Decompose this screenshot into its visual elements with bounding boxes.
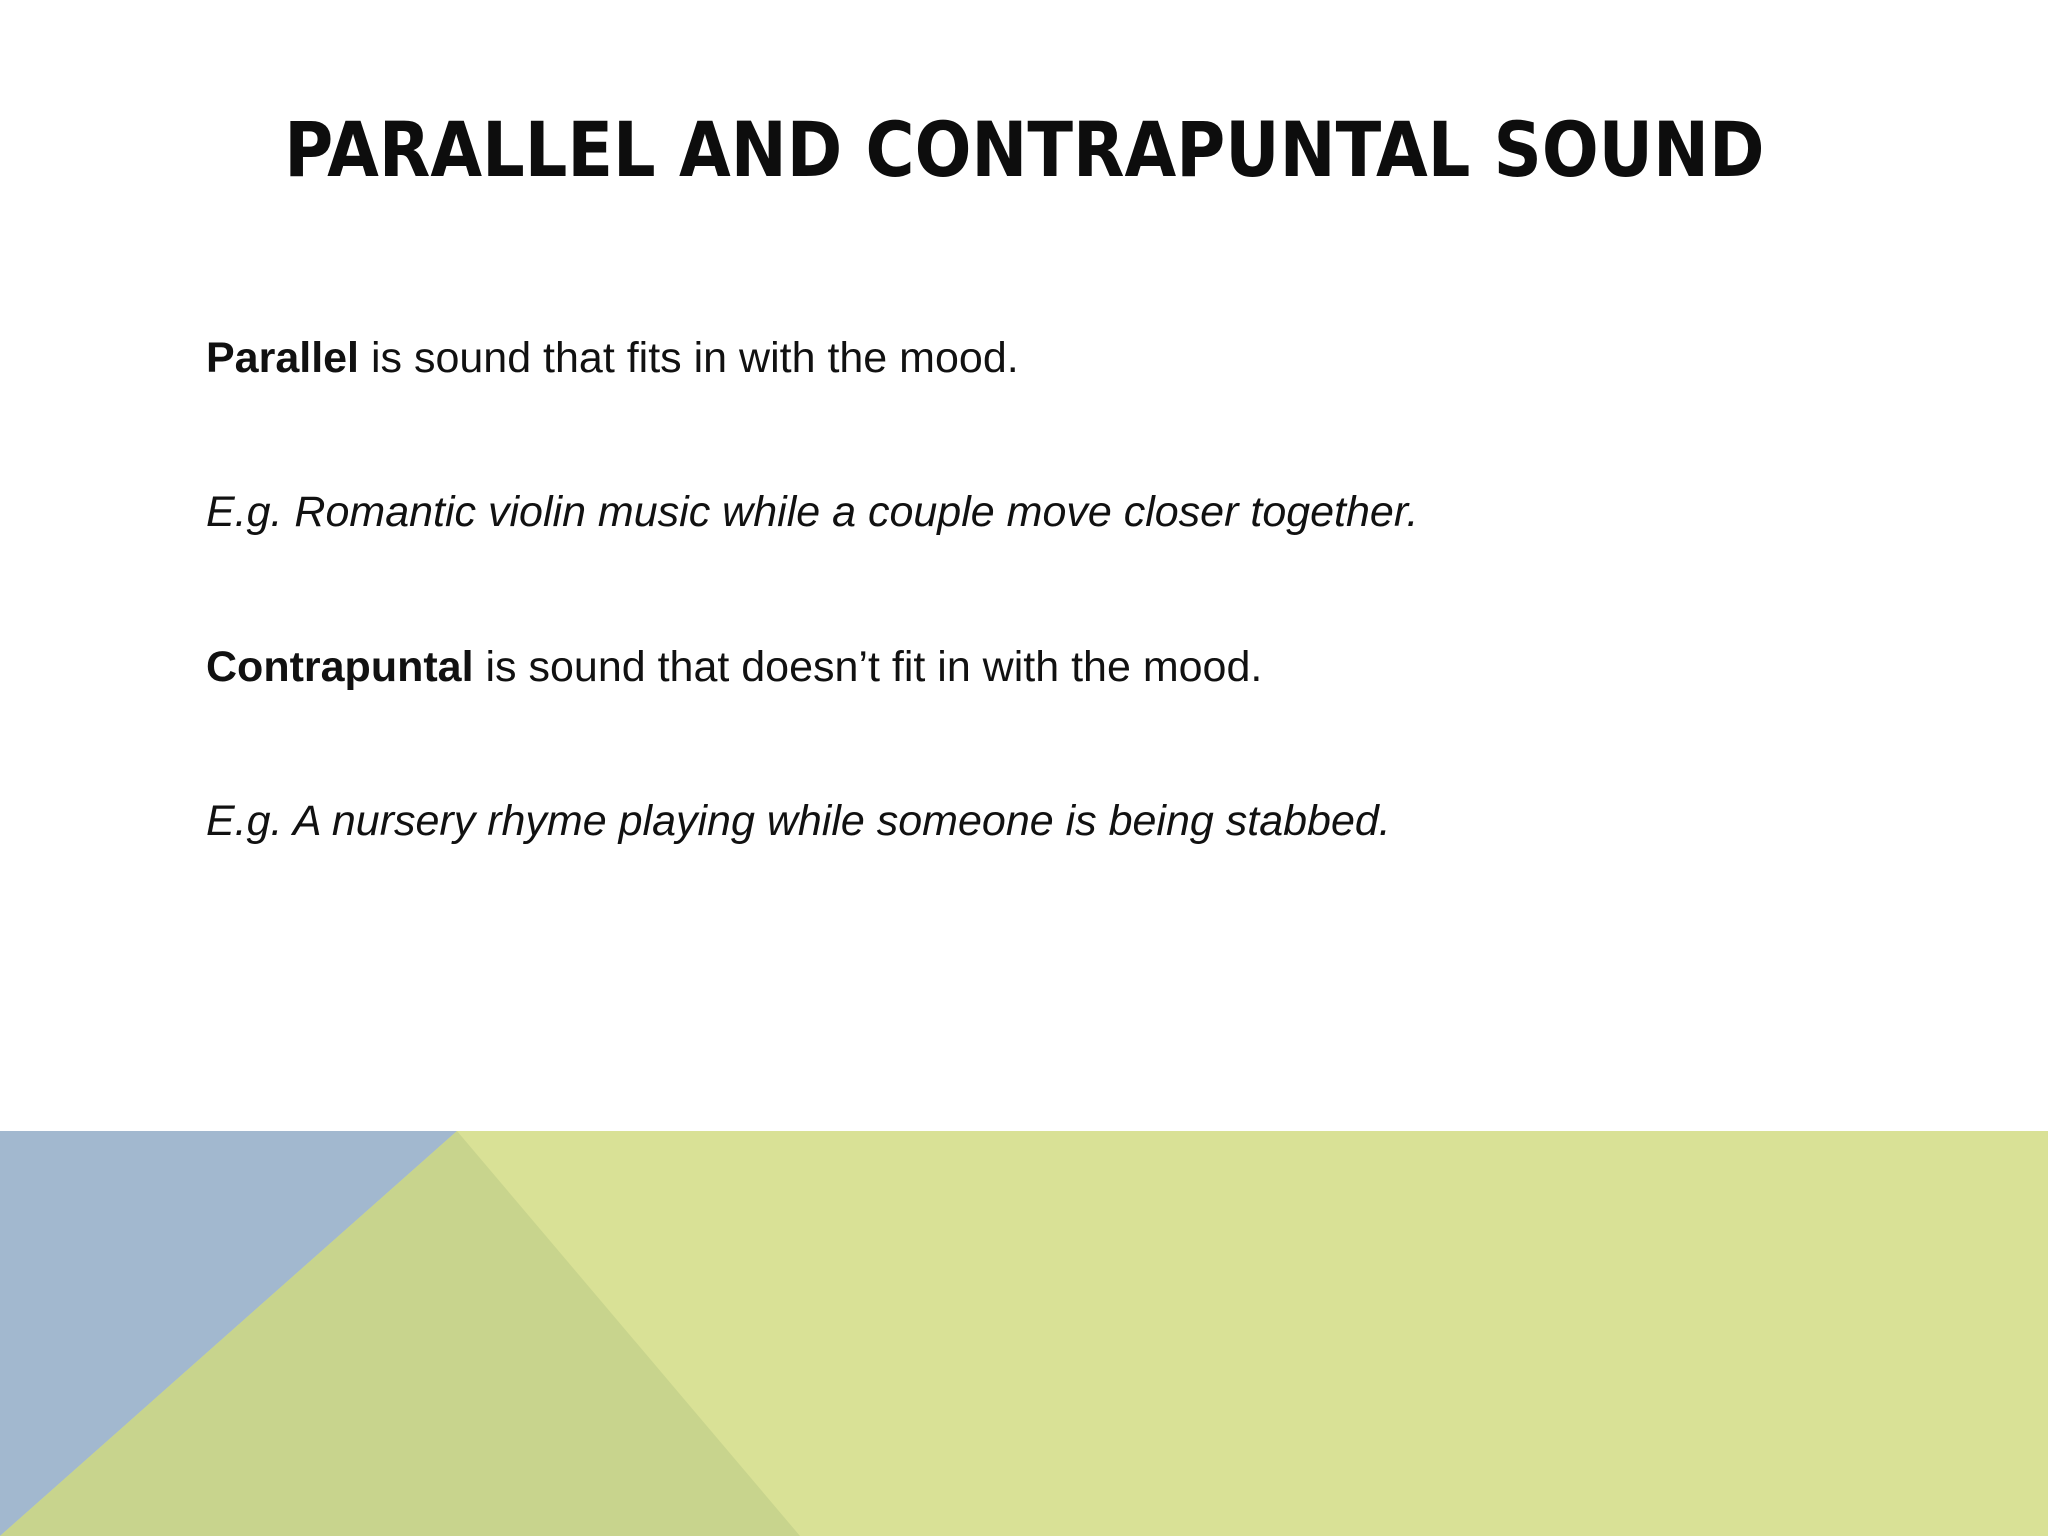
- example-parallel: E.g. Romantic violin music while a couple move closer together.: [206, 488, 1419, 536]
- definition-parallel-text: is sound that fits in with the mood.: [359, 334, 1019, 382]
- slide-title: PARALLEL AND CONTRAPUNTAL SOUND: [284, 105, 1765, 194]
- definition-parallel: [206, 330, 1019, 386]
- example-contrapuntal: E.g. A nursery rhyme playing while someone is being stabbed.: [206, 797, 1391, 845]
- term-parallel: Parallel: [206, 334, 359, 382]
- term-contrapuntal: Contrapuntal: [206, 643, 474, 691]
- definition-contrapuntal-text: is sound that doesn’t fit in with the mood.: [473, 643, 1263, 691]
- decorative-footer-shapes: [0, 1131, 2048, 1536]
- definition-contrapuntal: [206, 639, 1262, 695]
